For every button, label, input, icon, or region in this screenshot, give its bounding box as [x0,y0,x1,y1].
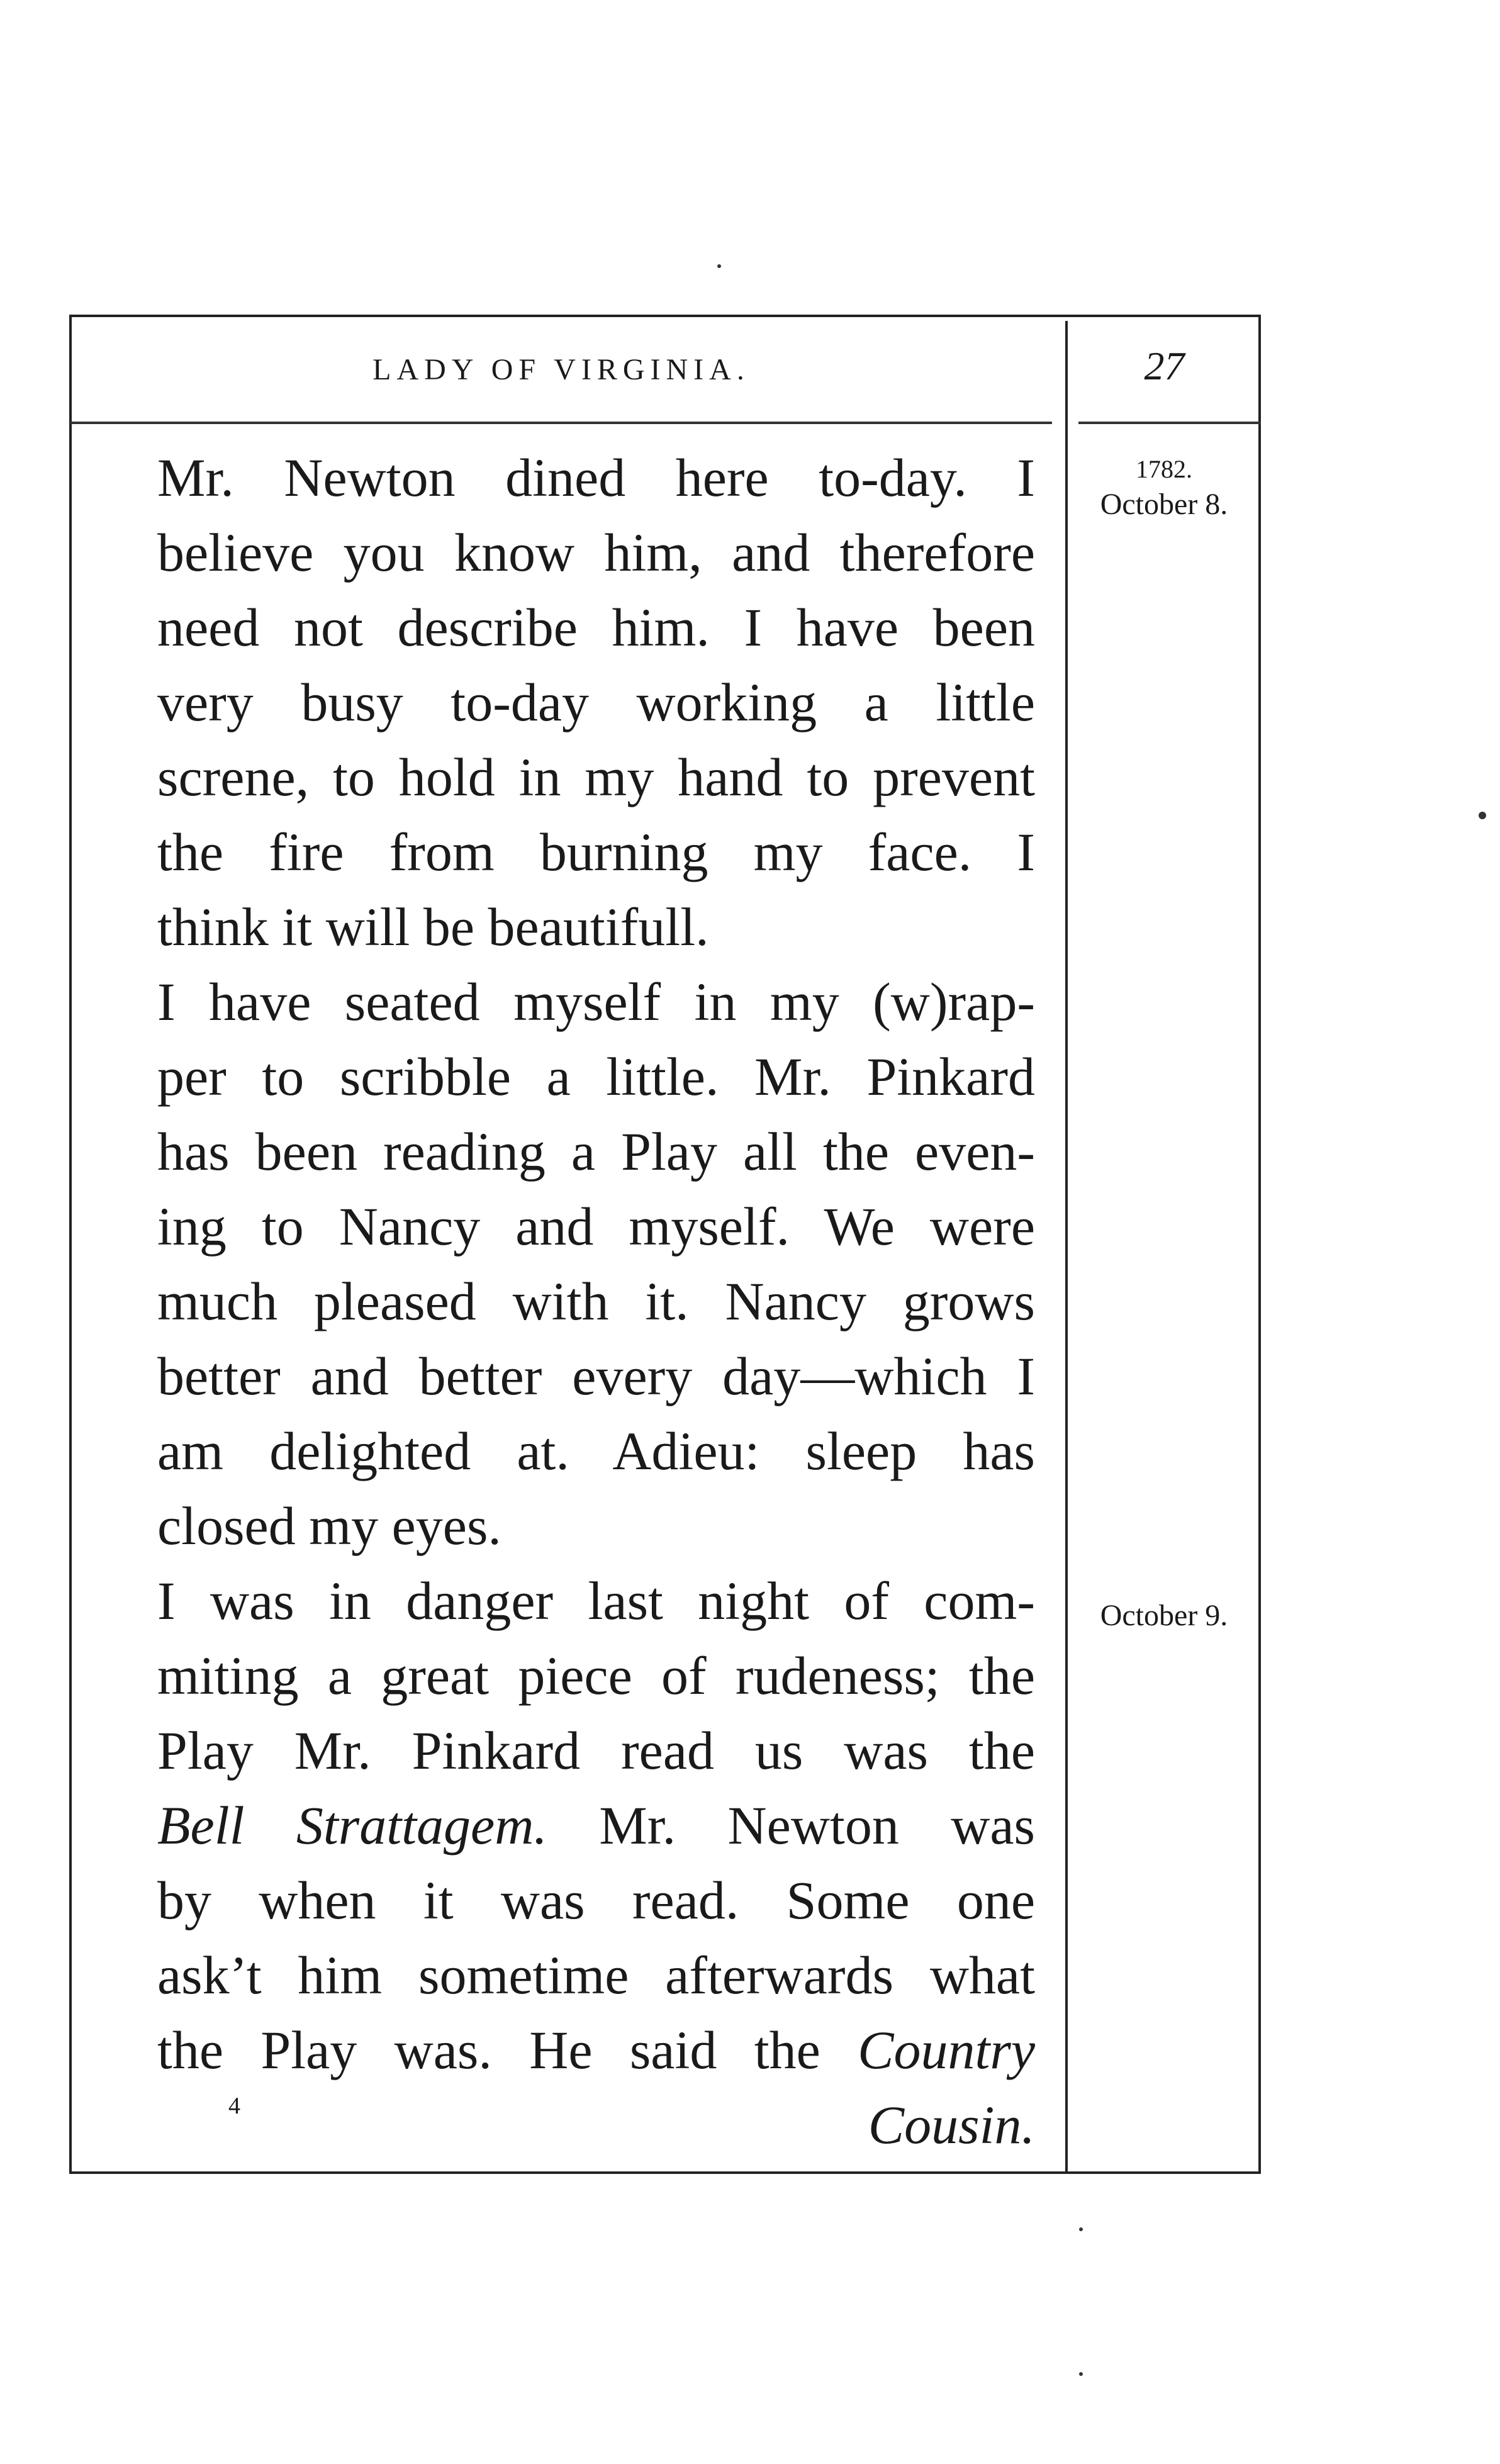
text-line [98,1788,1035,1863]
text-line: by when it was read. Some one [157,1870,1035,1930]
text-line: has been reading a Play all the even- [157,1121,1035,1182]
paragraph-2 [98,965,1035,1564]
margin-date-october-8 [1070,452,1258,522]
text-line: miting a great piece of rudeness; the [157,1645,1035,1706]
margin-year: 1782. [1136,455,1192,483]
text-fragment-italic: Country [858,2020,1035,2080]
print-speck [717,264,721,268]
column-divider [1065,321,1068,2174]
running-head: LADY OF VIRGINIA. [372,353,750,386]
text-line: ask’t him sometime afterwards what [157,1945,1035,2005]
page-foot [98,2088,1035,2163]
text-line: much pleased with it. Nancy grows [157,1271,1035,1331]
text-line: I have seated myself in my (w)rap- [157,972,1035,1032]
text-line: believe you know him, and therefore [157,522,1035,583]
margin-date-2: October 9. [1100,1599,1228,1632]
text-line [98,2013,1035,2088]
paragraph-1 [98,440,1035,965]
text-line: better and better every day—which I [157,1346,1035,1406]
text-fragment: the Play was. He said the [157,2020,858,2080]
text-line: think it will be beautifull. [157,897,709,957]
paragraph-3 [98,1564,1035,2088]
print-speck [1079,2227,1083,2231]
text-line: very busy to-day working a little [157,672,1035,732]
page-number: 27 [1144,344,1185,388]
signature-mark: 4 [228,2093,240,2119]
header-rule [70,422,1052,424]
margin-date-1: October 8. [1100,488,1228,521]
text-line: I was in danger last night of com- [157,1571,1035,1631]
print-speck [1079,2372,1083,2376]
play-title: Bell Strattagem. [157,1795,547,1856]
text-line: screne, to hold in my hand to prevent [157,747,1035,807]
text-line: ing to Nancy and myself. We were [157,1196,1035,1257]
print-speck [1479,812,1486,819]
text-line: Mr. Newton dined here to-day. I [157,447,1035,508]
text-line: am delighted at. Adieu: sleep has [157,1421,1035,1481]
catchword: Cousin. [868,2095,1035,2155]
body-text [98,440,1035,2163]
text-line: closed my eyes. [157,1496,501,1556]
text-line: the fire from burning my face. I [157,822,1035,882]
margin-date-october-9 [1070,1598,1258,1633]
text-line: Play Mr. Pinkard read us was the [157,1720,1035,1781]
text-fragment: Mr. Newton was [547,1795,1035,1856]
margin-header-rule [1078,422,1261,424]
text-line: need not describe him. I have been [157,597,1035,658]
text-line: per to scribble a little. Mr. Pinkard [157,1046,1035,1107]
